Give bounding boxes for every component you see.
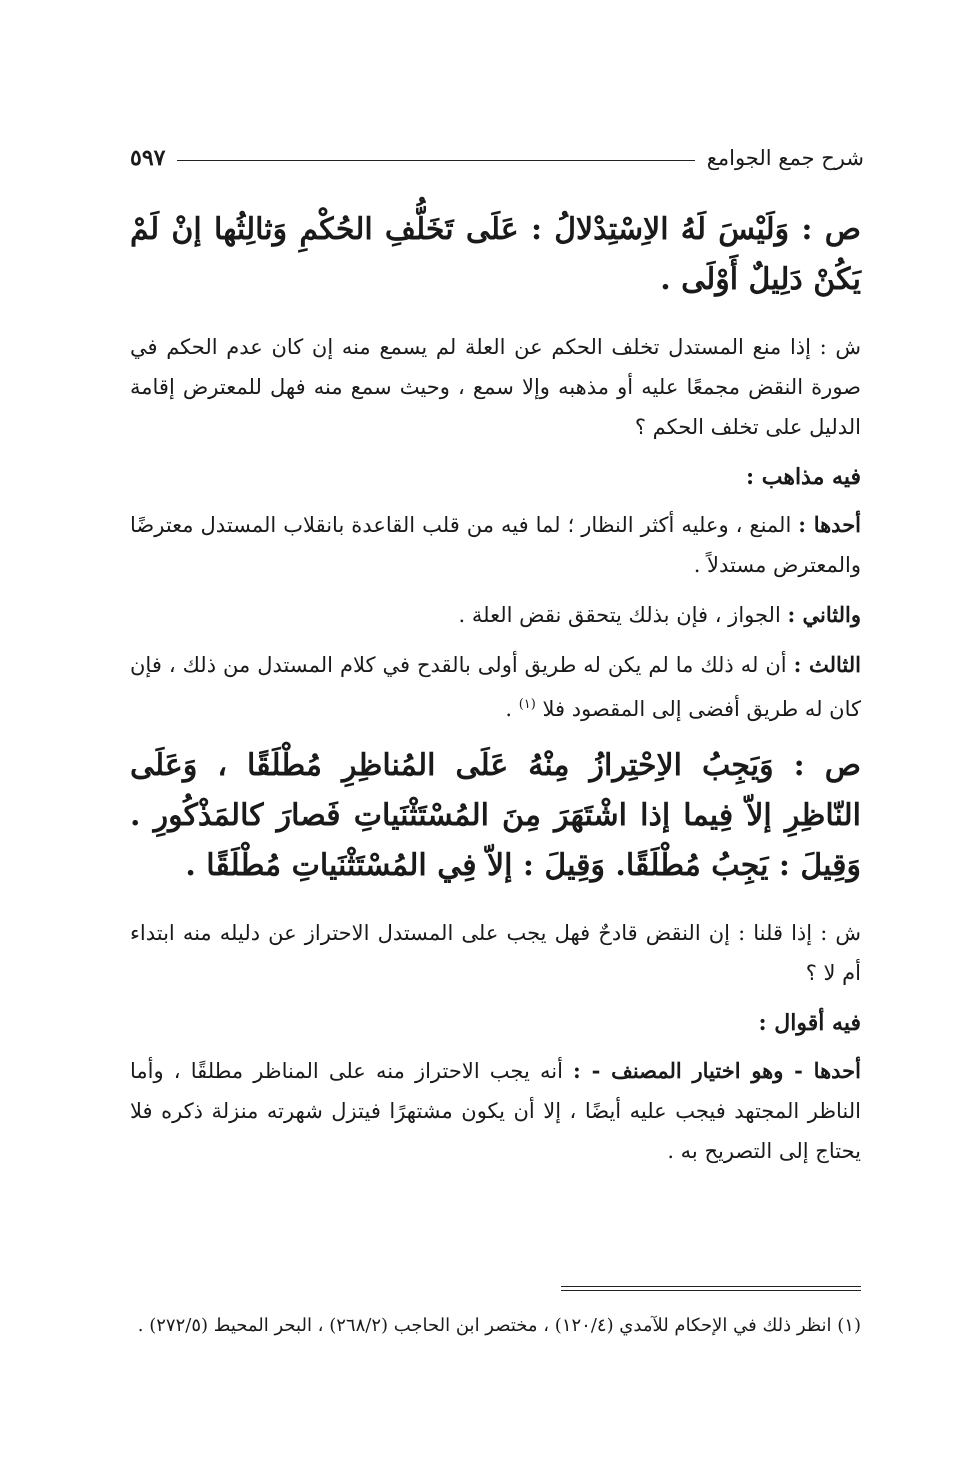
opinion-2-text: الجواز ، فإن بذلك يتحقق نقض العلة . (458, 603, 788, 627)
opinion-2-label: والثاني : (787, 602, 861, 627)
running-header (130, 138, 864, 178)
footnote-ref: (١) (518, 697, 536, 712)
saying-1-label: أحدها - وهو اختيار المصنف - : (573, 1058, 861, 1083)
running-title: شرح جمع الجوامع (706, 146, 864, 170)
matn-paragraph-2: ص : وَيَجِبُ الاِحْتِرازُ مِنْهُ عَلَى المُناظِرِ مُطْلَقًا ، وَعَلَى النّاظِرِ إلاّ فِيما إذا اشْتَهَرَ مِنَ المُسْتَثْنَياتِ فَصارَ كالمَذْكُورِ . وَقِيلَ : يَجِبُ مُطْلَقًا. وَقِيلَ : إلاّ فِي المُسْتَثْنَياتِ مُطْلَقًا . (130, 748, 861, 883)
header-rule (177, 160, 694, 161)
opinion-3 (130, 645, 861, 729)
footnote-separator (561, 1286, 861, 1291)
opinion-1-text: المنع ، وعليه أكثر النظار ؛ لما فيه من قلب القاعدة بانقلاب المستدل معترضًا والمعترض مستدلاً . (130, 513, 861, 577)
section-heading-1: فيه مذاهب : (745, 464, 861, 490)
opinion-3-text: أن له ذلك ما لم يكن له طريق أولى بالقدح في كلام المستدل من ذلك ، فإن كان له طريق أفضى إلى المقصود فلا (130, 653, 861, 721)
opinion-1 (130, 505, 861, 585)
section-heading-2: فيه أقوال : (758, 1010, 861, 1036)
saying-1-text: أنه يجب الاحتراز منه على المناظر مطلقًا ، وأما الناظر المجتهد فيجب عليه أيضًا ، إلا أن يكون مشتهرًا فيتزل شهرته منزلة ذكره فلا يحتاج إلى التصريح به . (130, 1059, 861, 1163)
opinion-2 (130, 595, 861, 635)
sharh-paragraph-2: ش : إذا قلنا : إن النقض قادحٌ فهل يجب على المستدل الاحتراز عن دليله منه ابتداء أم لا ؟ (130, 921, 861, 985)
page-number: ٥٩٧ (130, 145, 166, 171)
matn-paragraph-1: ص : وَلَيْسَ لَهُ الاِسْتِدْلالُ : عَلَى تَخَلُّفِ الحُكْمِ وَثالِثُها إنْ لَمْ يَكُنْ دَلِيلٌ أَوْلَى . (130, 212, 861, 297)
opinion-3-label: الثالث : (793, 652, 861, 677)
sharh-paragraph-1: ش : إذا منع المستدل تخلف الحكم عن العلة لم يسمع منه إن كان عدم الحكم في صورة النقض مجمعًا عليه أو مذهبه وإلا سمع ، وحيث سمع منه فهل للمعترض إقامة الدليل على تخلف الحكم ؟ (130, 335, 861, 439)
saying-1 (130, 1051, 861, 1171)
opinion-3-end: . (505, 697, 519, 721)
page-body (130, 205, 861, 1181)
opinion-1-label: أحدها : (798, 512, 862, 537)
footnote: (١) انظر ذلك في الإحكام للآمدي (١٢٠/٤) ، مختصر ابن الحاجب (٢٦٨/٢) ، البحر المحيط (٢٧٢/٥) . (137, 1315, 861, 1336)
